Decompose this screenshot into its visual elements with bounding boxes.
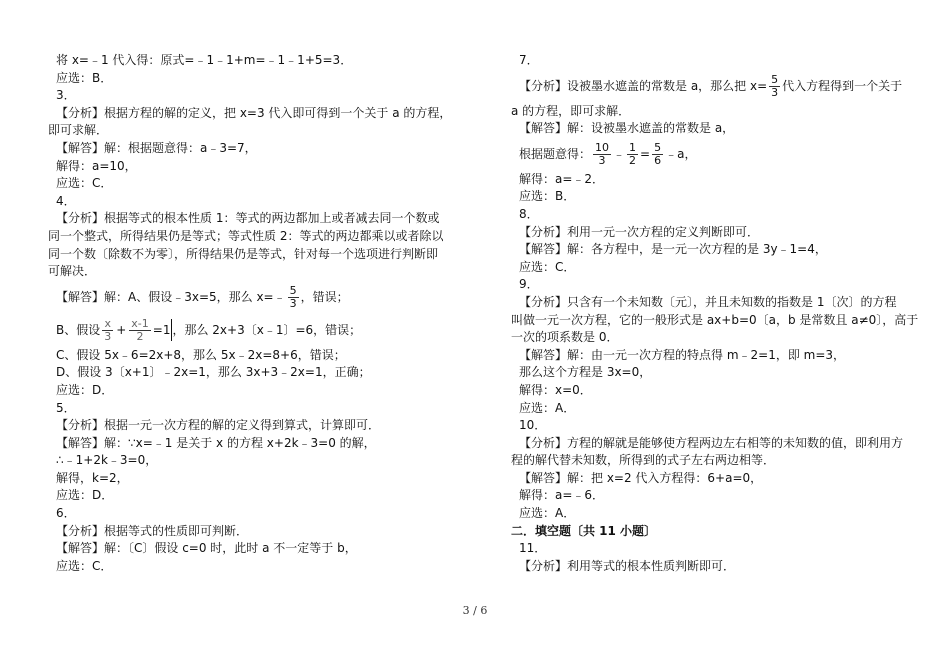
question-number: 8．	[519, 206, 539, 221]
analysis-line: 【分析】只含有一个未知数〔元〕，并且未知数的指数是 1〔次〕的方程	[519, 294, 897, 309]
text-line: 那么这个方程是 3x=0，	[519, 365, 652, 380]
analysis-line: 【分析】方程的解就是能够使方程两边左右相等的未知数的值，即利用方	[519, 435, 904, 450]
fraction	[627, 142, 638, 167]
text-line: 应选：A．	[519, 400, 576, 415]
fraction-numerator: x-1	[131, 316, 149, 330]
answer-line: 【解答】解：根据题意得：a﹣3=7，	[56, 140, 257, 155]
text-line: 同一个数〔除数不为零〕，所得结果仍是等式，针对每一个选项进行判断即	[48, 246, 439, 261]
question-number: 5．	[56, 400, 76, 415]
text-segment: 代入方程得到一个关于	[782, 78, 903, 93]
question-number: 3．	[56, 88, 76, 103]
fraction-numerator: 5	[654, 140, 662, 154]
text-segment: ，那么 2x+3〔x﹣1〕=6，错误；	[172, 322, 362, 337]
text-line: 应选：B．	[519, 189, 576, 204]
analysis-line: 【分析】利用等式的根本性质判断即可．	[519, 558, 736, 573]
minus-sign: ﹣	[613, 146, 626, 161]
text-line: 应选：D．	[56, 488, 114, 503]
left-column	[48, 52, 452, 575]
text-line: 解得：a=10，	[56, 158, 137, 173]
text-line: 应选：A．	[519, 506, 576, 521]
text-segment: 【分析】设被墨水遮盖的常数是 a，那么把 x=	[519, 78, 768, 93]
right-column	[511, 52, 919, 575]
text-line: 解得，k=2，	[56, 470, 129, 485]
text-line: 同一个整式，所得结果仍是等式；等式性质 2：等式的两边都乘以或者除以	[48, 228, 444, 243]
fraction	[652, 142, 663, 167]
answer-line: 【解答】解：由一元一次方程的特点得 m﹣2=1，即 m=3，	[519, 347, 846, 362]
text-line: 应选：C．	[56, 176, 113, 191]
fraction	[102, 318, 113, 343]
text-segment: 【解答】解：A、假设﹣3x=5，那么 x=﹣	[56, 289, 286, 304]
question-number: 11．	[519, 541, 547, 556]
text-segment: 根据题意得：	[519, 146, 592, 161]
equals-sign: =	[640, 146, 651, 161]
text-line: 应选：C．	[519, 259, 576, 274]
fraction	[593, 142, 611, 167]
answer-line-with-fraction	[48, 281, 443, 314]
fraction-denominator: 3	[104, 329, 112, 343]
text-line: 应选：B．	[56, 70, 113, 85]
fraction-denominator: 3	[289, 296, 297, 310]
fraction	[288, 285, 299, 310]
question-number: 9．	[519, 277, 539, 292]
text-line: ∴﹣1+2k﹣3=0，	[56, 453, 158, 468]
text-line: 程的解代替未知数，所得到的式子左右两边相等．	[511, 453, 776, 468]
fraction-numerator: 5	[289, 283, 297, 297]
section-heading: 二．填空题〔共 11 小题〕	[511, 523, 657, 538]
text-line: 可解决．	[48, 264, 97, 279]
analysis-line-with-fraction	[511, 70, 916, 103]
option-line-with-fractions	[48, 314, 443, 347]
text-line: 即可求解．	[48, 123, 109, 138]
text-line: 应选：D．	[56, 382, 114, 397]
fraction-numerator: 10	[595, 140, 610, 154]
answer-line: 【解答】解：设被墨水遮盖的常数是 a，	[519, 121, 735, 136]
fraction	[769, 74, 780, 99]
analysis-line: 【分析】根据一元一次方程的解的定义得到算式，计算即可．	[56, 418, 381, 433]
text-line: 解得：x=0．	[519, 382, 592, 397]
answer-line: 【解答】解：〔C〕假设 c=0 时，此时 a 不一定等于 b，	[56, 541, 357, 556]
text-line: 叫做一元一次方程，它的一般形式是 ax+b=0〔a，b 是常数且 a≠0〕，高于	[511, 312, 919, 327]
question-number: 4．	[56, 193, 76, 208]
text-line: 解得：a=﹣6．	[519, 488, 605, 503]
answer-line: 【解答】解：∵x=﹣1 是关于 x 的方程 x+2k﹣3=0 的解，	[56, 435, 376, 450]
text-segment: B、假设	[56, 322, 101, 337]
page-number: 3 / 6	[462, 604, 488, 617]
text-line: 解得：a=﹣2．	[519, 171, 605, 186]
option-line: C、假设 5x﹣6=2x+8，那么 5x﹣2x=8+6，错误；	[56, 347, 346, 362]
text-segment: ，错误；	[300, 289, 349, 304]
fraction-denominator: 2	[136, 329, 144, 343]
text-line: 一次的项系数是 0．	[511, 330, 619, 345]
text-segment: ﹣a，	[665, 146, 697, 161]
text-line: a 的方程，即可求解．	[511, 103, 631, 118]
analysis-line: 【分析】利用一元一次方程的定义判断即可．	[519, 224, 760, 239]
text-line: 应选：C．	[56, 558, 113, 573]
text-line: 将 x=﹣1 代入得：原式=﹣1﹣1+m=﹣1﹣1+5=3．	[56, 53, 353, 67]
answer-line: 【解答】解：各方程中，是一元一次方程的是 3y﹣1=4，	[519, 242, 827, 257]
equals-segment: =1	[152, 322, 171, 337]
fraction-denominator: 2	[629, 153, 637, 167]
fraction-numerator: 5	[771, 72, 779, 86]
fraction-denominator: 3	[598, 153, 606, 167]
question-number: 10．	[519, 418, 547, 433]
fraction-denominator: 3	[771, 85, 779, 99]
fraction-numerator: 1	[629, 140, 637, 154]
equation-line-with-fractions	[511, 138, 916, 171]
fraction-numerator: x	[102, 318, 113, 331]
option-line: D、假设 3〔x+1〕﹣2x=1，那么 3x+3﹣2x=1，正确；	[56, 365, 371, 380]
plus-sign: +	[116, 322, 127, 337]
analysis-line: 【分析】根据等式的性质即可判断．	[56, 523, 249, 538]
question-number: 7．	[519, 53, 539, 67]
fraction-denominator: 6	[654, 153, 662, 167]
question-number: 6．	[56, 506, 76, 521]
fraction	[129, 318, 150, 343]
analysis-line: 【分析】根据方程的解的定义，把 x=3 代入即可得到一个关于 a 的方程，	[56, 105, 452, 120]
answer-line: 【解答】解：把 x=2 代入方程得：6+a=0，	[519, 470, 763, 485]
analysis-line: 【分析】根据等式的根本性质 1：等式的两边都加上或者减去同一个数或	[56, 211, 440, 226]
